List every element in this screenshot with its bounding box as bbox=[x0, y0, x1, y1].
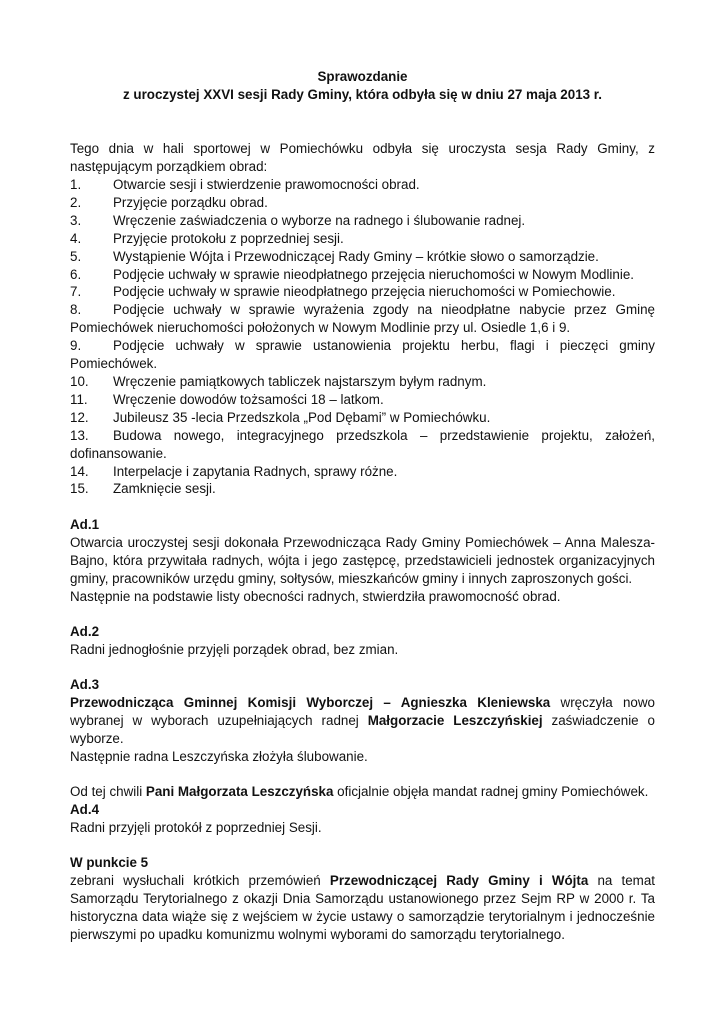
paragraph: Następnie na podstawie listy obecności radnych, stwierdziła prawomocność obrad. bbox=[70, 588, 561, 604]
agenda-list bbox=[70, 176, 655, 498]
section-heading: Ad.4 bbox=[70, 802, 100, 817]
paragraph: Od tej chwili Pani Małgorzata Leszczyńska oficjalnie objęła mandat radnej gminy Pomiechówek. bbox=[70, 784, 649, 800]
list-item: 14. Interpelacje i zapytania Radnych, sprawy różne. bbox=[70, 463, 398, 479]
section-heading: Ad.3 bbox=[70, 677, 100, 692]
section-ad1 bbox=[70, 516, 655, 606]
document-title bbox=[70, 68, 655, 104]
list-item: 9. Podjęcie uchwały w sprawie ustanowienia projektu herbu, flagi i pieczęci gminy Pomiechówek. bbox=[70, 338, 655, 372]
list-item: 3. Wręczenie zaświadczenia o wyborze na radnego i ślubowanie radnej. bbox=[70, 212, 526, 228]
paragraph: Następnie radna Leszczyńska złożyła ślubowanie. bbox=[70, 748, 368, 764]
paragraph: Radni przyjęli protokół z poprzedniej Sesji. bbox=[70, 819, 322, 835]
list-item: 7. Podjęcie uchwały w sprawie nieodpłatnego przejęcia nieruchomości w Pomiechowie. bbox=[70, 284, 616, 300]
list-item: 10. Wręczenie pamiątkowych tabliczek najstarszym byłym radnym. bbox=[70, 373, 487, 389]
paragraph: zebrani wysłuchali krótkich przemówień Przewodniczącej Rady Gminy i Wójta na temat Samorządu Terytorialnego z okazji Dnia Samorządu ustanowionego przez Sejm RP w 2000 r. Ta historyczna data wiąże się z wejściem w życie ustawy o samorządzie terytorialnym i jednocześnie pierwszymi po upadku komunizmu wolnymi wyborami do samorządu terytorialnego. bbox=[70, 872, 655, 942]
list-item: 8. Podjęcie uchwały w sprawie wyrażenia zgody na nieodpłatne nabycie przez Gminę Pomiechówek nieruchomości położonych w Nowym Modlinie przy ul. Osiedle 1,6 i 9. bbox=[70, 302, 655, 336]
section-ad3 bbox=[70, 676, 655, 801]
section-ad2 bbox=[70, 623, 655, 659]
title-line-2: z uroczystej XXVI sesji Rady Gminy, która odbyła się w dniu 27 maja 2013 r. bbox=[122, 87, 603, 102]
title-line-1: Sprawozdanie bbox=[317, 69, 408, 84]
intro-paragraph: Tego dnia w hali sportowej w Pomiechówku odbyła się uroczysta sesja Rady Gminy, z następującym porządkiem obrad: bbox=[70, 141, 655, 174]
list-item: 5. Wystąpienie Wójta i Przewodniczącej Rady Gminy – krótkie słowo o samorządzie. bbox=[70, 248, 599, 264]
section-ad4 bbox=[70, 801, 655, 837]
list-item: 1. Otwarcie sesji i stwierdzenie prawomocności obrad. bbox=[70, 177, 420, 192]
list-item: 6. Podjęcie uchwały w sprawie nieodpłatnego przejęcia nieruchomości w Nowym Modlinie. bbox=[70, 266, 634, 282]
section-point-5 bbox=[70, 854, 655, 944]
section-heading: W punkcie 5 bbox=[70, 855, 149, 870]
paragraph: Otwarcia uroczystej sesji dokonała Przewodnicząca Rady Gminy Pomiechówek – Anna Malesza-Bajno, która przywitała radnych, wójta i jego zastępcę, przedstawicieli jednostek organizacyjnych gminy, pracowników urzędu gminy, sołtysów, mieszkańców gminy i innych zaproszonych gości. bbox=[70, 534, 655, 586]
paragraph: Przewodnicząca Gminnej Komisji Wyborczej – Agnieszka Kleniewska wręczyła nowo wybranej w wyborach uzupełniających radnej Małgorzacie Leszczyńskiej zaświadczenie o wyborze. bbox=[70, 694, 655, 746]
paragraph: Radni jednogłośnie przyjęli porządek obrad, bez zmian. bbox=[70, 641, 399, 657]
list-item: 13. Budowa nowego, integracyjnego przedszkola – przedstawienie projektu, założeń, dofinansowanie. bbox=[70, 427, 655, 461]
list-item: 15. Zamknięcie sesji. bbox=[70, 481, 216, 497]
list-item: 2. Przyjęcie porządku obrad. bbox=[70, 194, 268, 210]
section-heading: Ad.2 bbox=[70, 624, 100, 639]
section-heading: Ad.1 bbox=[70, 517, 100, 532]
list-item: 12. Jubileusz 35 -lecia Przedszkola „Pod Dębami” w Pomiechówku. bbox=[70, 409, 491, 425]
list-item: 11. Wręczenie dowodów tożsamości 18 – latkom. bbox=[70, 391, 384, 407]
list-item: 4. Przyjęcie protokołu z poprzedniej sesji. bbox=[70, 230, 344, 246]
